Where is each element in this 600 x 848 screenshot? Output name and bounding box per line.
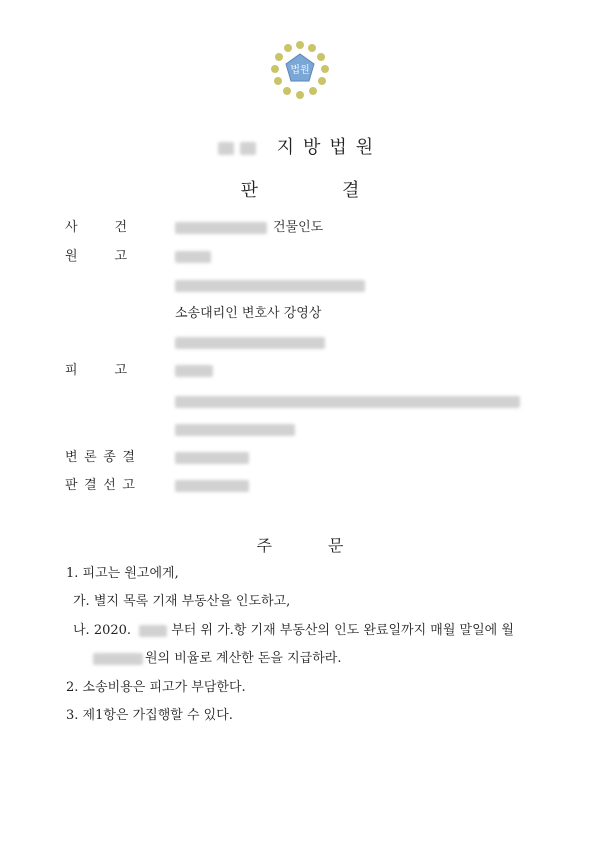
closing-label: 변 론 종 결 [65,450,135,465]
redacted-region [175,251,211,263]
order-item-1: 1. 피고는 원고에게, [66,566,179,581]
title-char: 결 [342,180,360,201]
defendant-address [175,393,520,411]
redacted-region [175,337,325,349]
redacted-region [175,396,520,408]
order-item-1b: 나. 2020. 부터 위 가.항 기재 부동산의 인도 완료일까지 매월 말일에 월 [73,623,514,638]
plaintiff-name [175,248,211,266]
case-label: 사 건 [65,220,127,235]
case-value: 건물인도 [175,219,323,237]
plaintiff-address [175,277,365,295]
order-item-2: 2. 소송비용은 피고가 부담한다. [66,680,246,695]
redacted-region [175,280,365,292]
order-title: 주 문 [256,536,344,555]
document-title [0,176,600,202]
order-item-1a: 가. 별지 목록 기재 부동산을 인도하고, [73,594,291,609]
redacted-region [218,142,234,155]
plaintiff-label: 원 고 [65,249,127,264]
sentencing-date [175,477,249,495]
redacted-amount [93,653,143,665]
defendant-label: 피 고 [65,363,127,378]
closing-date [175,449,249,467]
sentencing-label: 판 결 선 고 [65,478,135,493]
svg-text:법원: 법원 [290,65,310,76]
redacted-region [240,142,256,155]
redacted-region [175,365,213,377]
order-item-3: 3. 제1항은 가집행할 수 있다. [66,708,233,723]
attorney-address [175,334,325,352]
redacted-region [139,625,167,637]
redacted-region [175,424,295,436]
defendant-address-cont [175,421,295,439]
plaintiff-attorney: 소송대리인 변호사 강영상 [175,306,322,321]
court-suffix: 지방법원 [276,137,383,158]
redacted-region [175,452,249,464]
title-char: 판 [240,180,258,201]
defendant-name [175,362,213,380]
court-seal-logo [268,40,332,100]
redacted-case-number [175,222,267,234]
redacted-region [175,480,249,492]
court-name [0,133,600,159]
order-item-1b-cont: 원의 비율로 계산한 돈을 지급하라. [93,650,341,668]
